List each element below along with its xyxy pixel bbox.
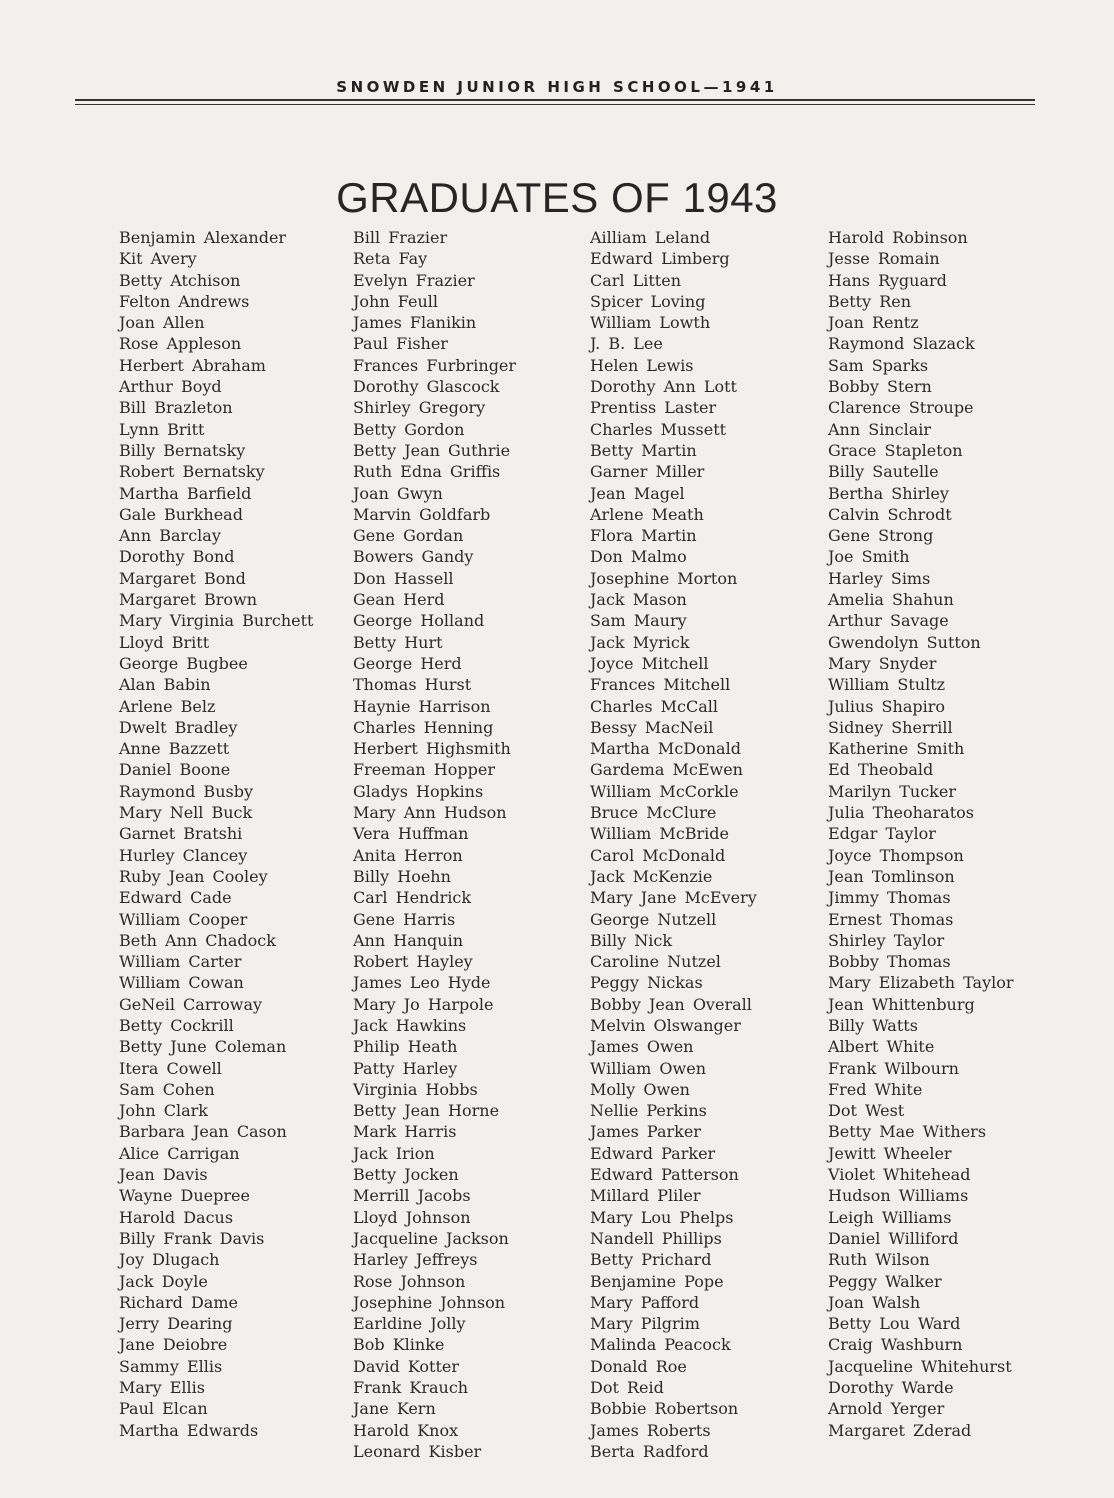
graduate-name: Barbara Jean Cason: [119, 1122, 287, 1142]
graduate-name: Itera Cowell: [119, 1058, 222, 1078]
graduate-name: William Cooper: [119, 909, 248, 929]
graduate-name: Arlene Meath: [590, 504, 704, 524]
graduate-name: William Stultz: [828, 675, 946, 695]
graduate-name: Helen Lewis: [590, 355, 694, 375]
graduate-name: James Owen: [590, 1037, 694, 1057]
graduate-name: Garnet Bratshi: [119, 824, 243, 844]
graduate-name: Betty June Coleman: [119, 1037, 287, 1057]
graduate-name: Paul Elcan: [119, 1399, 208, 1419]
graduate-name: Mary Pilgrim: [590, 1314, 700, 1334]
graduate-name: Sam Sparks: [828, 355, 929, 375]
graduate-name: Philip Heath: [353, 1037, 458, 1057]
graduate-name: Edward Parker: [590, 1143, 716, 1163]
graduate-name: Merrill Jacobs: [353, 1186, 471, 1206]
graduate-name: David Kotter: [353, 1356, 459, 1376]
graduate-name: Betty Gordon: [353, 419, 465, 439]
graduate-name: Richard Dame: [119, 1292, 238, 1312]
graduate-name: Mary Jo Harpole: [353, 994, 494, 1014]
graduate-name: Bessy MacNeil: [590, 717, 714, 737]
graduate-name: Dorothy Bond: [119, 547, 235, 567]
graduate-name: Jean Tomlinson: [828, 866, 955, 886]
graduate-name: Anne Bazzett: [119, 739, 230, 759]
graduate-name: J. B. Lee: [590, 334, 663, 354]
graduate-name: Charles Mussett: [590, 419, 727, 439]
graduate-name: Bill Frazier: [353, 228, 448, 247]
graduate-name: Margaret Bond: [119, 568, 246, 588]
graduate-name: Katherine Smith: [828, 739, 965, 759]
graduate-name: Bruce McClure: [590, 803, 717, 823]
graduate-name: Ruth Wilson: [828, 1250, 930, 1270]
graduate-name: Don Malmo: [590, 547, 687, 567]
graduate-name: Betty Cockrill: [119, 1015, 234, 1035]
graduate-name: Reta Fay: [353, 249, 428, 269]
graduate-name: Vera Huffman: [353, 824, 469, 844]
graduate-name: Bob Klinke: [353, 1335, 445, 1355]
graduate-name: Edward Patterson: [590, 1165, 739, 1185]
graduate-name: Gale Burkhead: [119, 504, 243, 524]
graduate-name: Berta Radford: [590, 1441, 709, 1461]
graduate-name: Joan Walsh: [828, 1292, 921, 1312]
graduate-name: Haynie Harrison: [353, 696, 491, 716]
graduate-name: Betty Hurt: [353, 632, 443, 652]
graduate-name: Jane Kern: [353, 1399, 436, 1419]
graduate-name: James Leo Hyde: [353, 973, 491, 993]
graduate-name: Billy Bernatsky: [119, 440, 246, 460]
graduate-name: Raymond Busby: [119, 781, 253, 801]
graduate-name: James Roberts: [590, 1420, 711, 1440]
graduate-name: Lloyd Britt: [119, 632, 210, 652]
graduate-name: Ann Hanquin: [353, 930, 464, 950]
graduate-name: Wayne Duepree: [119, 1186, 250, 1206]
graduate-name: Don Hassell: [353, 568, 454, 588]
graduate-name: Joyce Thompson: [828, 845, 964, 865]
graduate-name: Billy Frank Davis: [119, 1228, 265, 1248]
graduate-name: Betty Martin: [590, 440, 697, 460]
graduate-name: Lloyd Johnson: [353, 1207, 471, 1227]
graduate-name: Mary Nell Buck: [119, 803, 253, 823]
graduate-name: Joan Gwyn: [353, 483, 443, 503]
graduate-name: Edward Limberg: [590, 249, 730, 269]
graduate-name: James Flanikin: [353, 313, 477, 333]
graduate-name: Frances Mitchell: [590, 675, 731, 695]
graduate-name: Dwelt Bradley: [119, 717, 238, 737]
graduate-name: Edward Cade: [119, 888, 232, 908]
graduate-name: Fred White: [828, 1079, 923, 1099]
graduate-name: William McCorkle: [590, 781, 739, 801]
graduate-name: Gene Harris: [353, 909, 456, 929]
graduate-name: Prentiss Laster: [590, 398, 717, 418]
graduate-name: Mary Jane McEvery: [590, 888, 757, 908]
graduate-name: Melvin Olswanger: [590, 1015, 741, 1035]
graduate-name: Caroline Nutzel: [590, 952, 721, 972]
graduate-name: Josephine Morton: [590, 568, 738, 588]
graduate-name: Amelia Shahun: [828, 590, 954, 610]
graduate-name: William Cowan: [119, 973, 244, 993]
graduate-name: Mary Snyder: [828, 653, 937, 673]
graduate-name: Harley Jeffreys: [353, 1250, 478, 1270]
graduate-name: Billy Nick: [590, 930, 673, 950]
graduate-name: Bobbie Robertson: [590, 1399, 739, 1419]
graduate-name: Mary Lou Phelps: [590, 1207, 734, 1227]
graduate-name: John Clark: [119, 1101, 208, 1121]
graduate-name: Alice Carrigan: [119, 1143, 240, 1163]
graduate-name: Carol McDonald: [590, 845, 726, 865]
graduate-name: Robert Bernatsky: [119, 462, 265, 482]
graduate-name: Carl Litten: [590, 270, 682, 290]
graduate-name: Edgar Taylor: [828, 824, 936, 844]
graduate-name: Billy Hoehn: [353, 866, 451, 886]
graduate-name: Mark Harris: [353, 1122, 457, 1142]
page-title: GRADUATES OF 1943: [336, 174, 778, 222]
graduate-name: Bill Brazleton: [119, 398, 233, 418]
graduate-name: Dorothy Ann Lott: [590, 377, 737, 397]
graduate-name: Betty Atchison: [119, 270, 241, 290]
graduate-name: William Owen: [590, 1058, 707, 1078]
graduate-name: Carl Hendrick: [353, 888, 472, 908]
graduate-name: Calvin Schrodt: [828, 504, 952, 524]
graduates-column-2: [353, 227, 593, 1462]
graduate-name: Billy Watts: [828, 1015, 918, 1035]
graduate-name: Jean Davis: [119, 1165, 208, 1185]
graduate-name: Bobby Jean Overall: [590, 994, 752, 1014]
graduate-name: Hans Ryguard: [828, 270, 947, 290]
graduate-name: Gladys Hopkins: [353, 781, 484, 801]
graduate-name: Evelyn Frazier: [353, 270, 475, 290]
graduate-name: Leonard Kisber: [353, 1441, 482, 1461]
graduate-name: James Parker: [590, 1122, 701, 1142]
graduate-name: Frank Wilbourn: [828, 1058, 959, 1078]
graduate-name: Jack Hawkins: [353, 1015, 467, 1035]
graduate-name: Mary Virginia Burchett: [119, 611, 314, 631]
graduate-name: Jack McKenzie: [590, 866, 713, 886]
graduate-name: Arnold Yerger: [828, 1399, 945, 1419]
graduate-name: Paul Fisher: [353, 334, 448, 354]
graduate-name: Sammy Ellis: [119, 1356, 223, 1376]
graduate-name: Ruth Edna Griffis: [353, 462, 501, 482]
graduate-name: George Herd: [353, 653, 462, 673]
graduate-name: Arthur Savage: [828, 611, 949, 631]
graduate-name: Spicer Loving: [590, 291, 706, 311]
graduate-name: Dorothy Warde: [828, 1378, 954, 1398]
graduate-name: Peggy Nickas: [590, 973, 703, 993]
graduate-name: Ed Theobald: [828, 760, 934, 780]
graduate-name: Alan Babin: [119, 675, 211, 695]
graduate-name: George Holland: [353, 611, 485, 631]
graduate-name: Joan Rentz: [828, 313, 919, 333]
graduate-name: Thomas Hurst: [353, 675, 472, 695]
graduate-name: Julius Shapiro: [828, 696, 945, 716]
graduate-name: Jewitt Wheeler: [828, 1143, 952, 1163]
graduate-name: Dot Reid: [590, 1378, 664, 1398]
page-header: SNOWDEN JUNIOR HIGH SCHOOL—1941: [336, 78, 778, 96]
graduate-name: Kit Avery: [119, 249, 197, 269]
graduate-name: Raymond Slazack: [828, 334, 975, 354]
graduates-column-3: [590, 227, 830, 1462]
graduate-name: Clarence Stroupe: [828, 398, 974, 418]
graduate-name: Sidney Sherrill: [828, 717, 953, 737]
graduate-name: Joan Allen: [119, 313, 205, 333]
graduate-name: Flora Martin: [590, 526, 697, 546]
graduate-name: Violet Whitehead: [828, 1165, 971, 1185]
graduate-name: Betty Jean Horne: [353, 1101, 500, 1121]
graduate-name: George Bugbee: [119, 653, 248, 673]
graduate-name: Martha Edwards: [119, 1420, 259, 1440]
graduate-name: Mary Pafford: [590, 1292, 700, 1312]
graduate-name: Ernest Thomas: [828, 909, 954, 929]
graduate-name: Jacqueline Jackson: [353, 1228, 509, 1248]
graduate-name: Bowers Gandy: [353, 547, 474, 567]
graduate-name: Jerry Dearing: [119, 1314, 233, 1334]
graduate-name: Betty Jean Guthrie: [353, 440, 511, 460]
graduate-name: Shirley Taylor: [828, 930, 945, 950]
graduate-name: Margaret Brown: [119, 590, 258, 610]
graduate-name: Shirley Gregory: [353, 398, 486, 418]
graduate-name: Benjamin Alexander: [119, 228, 287, 247]
graduate-name: Marilyn Tucker: [828, 781, 956, 801]
graduate-name: Jack Myrick: [590, 632, 690, 652]
graduate-name: Bertha Shirley: [828, 483, 949, 503]
graduate-name: Betty Mae Withers: [828, 1122, 987, 1142]
graduate-name: Craig Washburn: [828, 1335, 963, 1355]
graduate-name: Sam Cohen: [119, 1079, 215, 1099]
graduate-name: Harold Knox: [353, 1420, 459, 1440]
graduate-name: Charles McCall: [590, 696, 718, 716]
graduate-name: Frank Krauch: [353, 1378, 469, 1398]
graduate-name: Mary Ann Hudson: [353, 803, 507, 823]
graduate-name: Charles Henning: [353, 717, 494, 737]
graduate-name: Arlene Belz: [119, 696, 216, 716]
graduate-name: Daniel Boone: [119, 760, 231, 780]
graduate-name: Bobby Stern: [828, 377, 932, 397]
graduate-name: Jacqueline Whitehurst: [828, 1356, 1012, 1376]
graduate-name: Harley Sims: [828, 568, 931, 588]
graduate-name: Gwendolyn Sutton: [828, 632, 981, 652]
graduate-name: Arthur Boyd: [119, 377, 222, 397]
graduate-name: Betty Prichard: [590, 1250, 712, 1270]
graduate-name: Herbert Abraham: [119, 355, 266, 375]
graduate-name: Jack Doyle: [119, 1271, 208, 1291]
graduate-name: Martha Barfield: [119, 483, 252, 503]
graduate-name: Hudson Williams: [828, 1186, 969, 1206]
graduate-name: Betty Jocken: [353, 1165, 459, 1185]
graduate-name: Peggy Walker: [828, 1271, 942, 1291]
graduate-name: Jane Deiobre: [119, 1335, 228, 1355]
graduate-name: Marvin Goldfarb: [353, 504, 491, 524]
graduate-name: Gene Strong: [828, 526, 934, 546]
graduate-name: Robert Hayley: [353, 952, 473, 972]
graduate-name: Dorothy Glascock: [353, 377, 500, 397]
graduate-name: Joyce Mitchell: [590, 653, 709, 673]
graduate-name: George Nutzell: [590, 909, 717, 929]
graduate-name: Beth Ann Chadock: [119, 930, 276, 950]
graduate-name: Jesse Romain: [828, 249, 940, 269]
graduate-name: Jimmy Thomas: [828, 888, 951, 908]
graduate-name: Molly Owen: [590, 1079, 690, 1099]
graduate-name: Harold Dacus: [119, 1207, 234, 1227]
graduate-name: Gardema McEwen: [590, 760, 743, 780]
graduate-name: Herbert Highsmith: [353, 739, 511, 759]
graduate-name: Martha McDonald: [590, 739, 741, 759]
graduate-name: Jean Magel: [590, 483, 685, 503]
graduate-name: Frances Furbringer: [353, 355, 517, 375]
graduate-name: Ann Sinclair: [828, 419, 932, 439]
graduate-name: Felton Andrews: [119, 291, 250, 311]
graduate-name: William McBride: [590, 824, 730, 844]
graduate-name: Daniel Williford: [828, 1228, 959, 1248]
graduate-name: Lynn Britt: [119, 419, 205, 439]
header-rule-thin: [75, 104, 1035, 105]
graduate-name: Jean Whittenburg: [828, 994, 975, 1014]
graduate-name: Jack Mason: [590, 590, 687, 610]
graduate-name: Bobby Thomas: [828, 952, 951, 972]
graduate-name: Anita Herron: [353, 845, 463, 865]
graduate-name: Rose Johnson: [353, 1271, 466, 1291]
graduate-name: Albert White: [828, 1037, 935, 1057]
graduate-name: Betty Lou Ward: [828, 1314, 961, 1334]
graduate-name: Josephine Johnson: [353, 1292, 506, 1312]
graduate-name: Grace Stapleton: [828, 440, 963, 460]
graduate-name: Margaret Zderad: [828, 1420, 972, 1440]
graduate-name: Nellie Perkins: [590, 1101, 707, 1121]
graduate-name: Ann Barclay: [119, 526, 221, 546]
graduate-name: Freeman Hopper: [353, 760, 495, 780]
graduate-name: Patty Harley: [353, 1058, 458, 1078]
graduate-name: Rose Appleson: [119, 334, 242, 354]
graduate-name: Billy Sautelle: [828, 462, 939, 482]
graduate-name: Donald Roe: [590, 1356, 687, 1376]
graduate-name: Mary Elizabeth Taylor: [828, 973, 1014, 993]
graduates-column-1: [119, 227, 359, 1441]
graduates-column-4: [828, 227, 1068, 1441]
graduate-name: Gene Gordan: [353, 526, 464, 546]
graduate-name: Benjamine Pope: [590, 1271, 724, 1291]
graduate-name: Gean Herd: [353, 590, 445, 610]
graduate-name: Jack Irion: [353, 1143, 435, 1163]
graduate-name: Hurley Clancey: [119, 845, 248, 865]
graduate-name: Virginia Hobbs: [353, 1079, 478, 1099]
graduate-name: Sam Maury: [590, 611, 687, 631]
graduate-name: Leigh Williams: [828, 1207, 952, 1227]
graduate-name: John Feull: [353, 291, 438, 311]
graduate-name: Ruby Jean Cooley: [119, 866, 268, 886]
graduate-name: Joe Smith: [828, 547, 910, 567]
graduate-name: Julia Theoharatos: [828, 803, 974, 823]
graduate-name: Harold Robinson: [828, 228, 968, 247]
graduate-name: Dot West: [828, 1101, 905, 1121]
graduate-name: Garner Miller: [590, 462, 705, 482]
header-rule-thick: [75, 99, 1035, 101]
graduate-name: William Lowth: [590, 313, 711, 333]
graduate-name: Nandell Phillips: [590, 1228, 722, 1248]
graduate-name: William Carter: [119, 952, 242, 972]
graduate-name: Millard Pliler: [590, 1186, 701, 1206]
graduate-name: Mary Ellis: [119, 1378, 205, 1398]
graduate-name: GeNeil Carroway: [119, 994, 263, 1014]
graduate-name: Joy Dlugach: [119, 1250, 220, 1270]
graduate-name: Betty Ren: [828, 291, 912, 311]
graduate-name: Earldine Jolly: [353, 1314, 466, 1334]
graduate-name: Ailliam Leland: [590, 228, 711, 247]
graduate-name: Malinda Peacock: [590, 1335, 731, 1355]
